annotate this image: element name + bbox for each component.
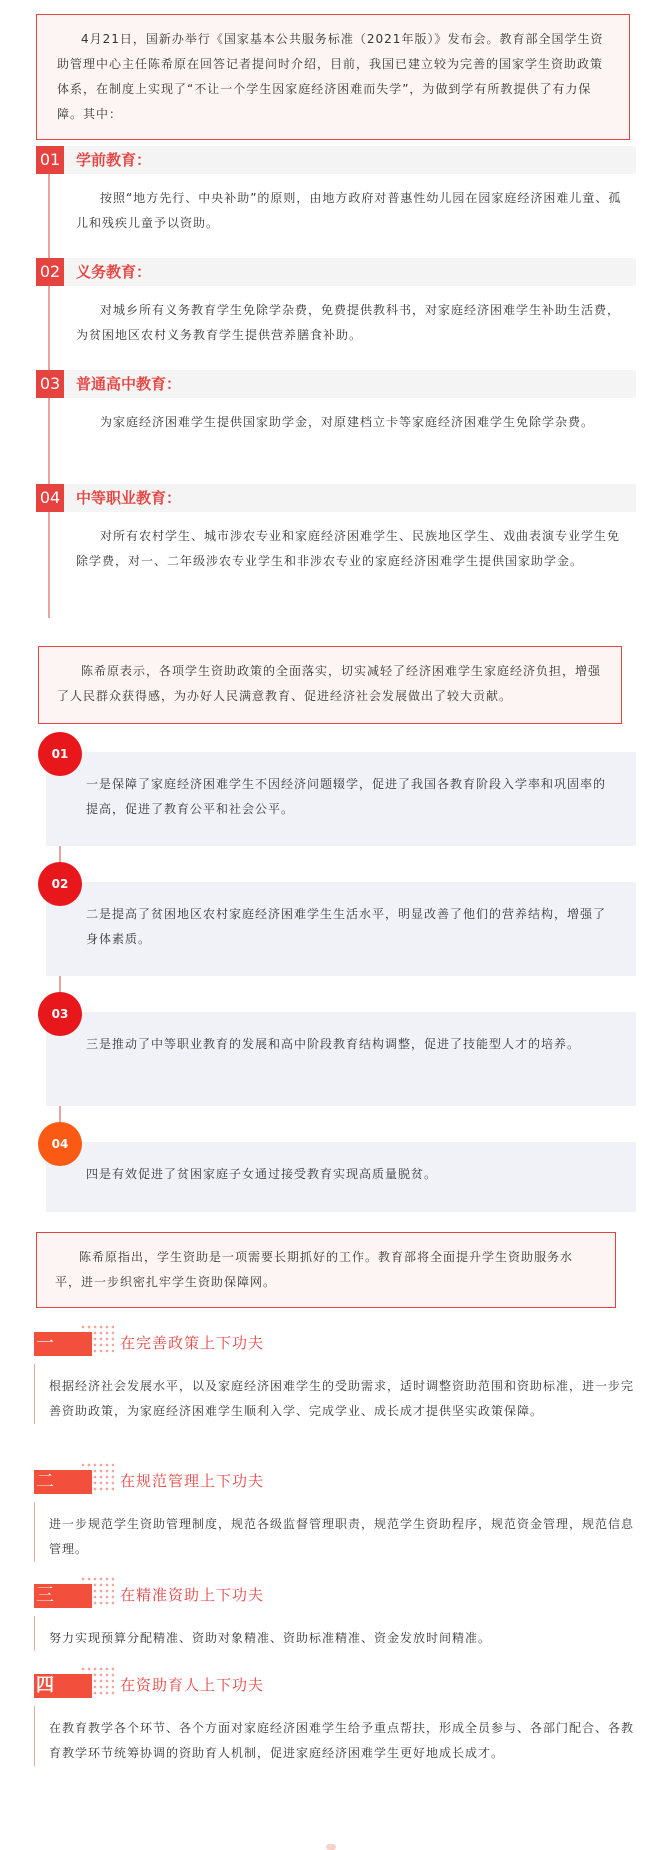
stage-text: 对城乡所有义务教育学生免除学杂费，免费提供教科书，对家庭经济困难学生补助生活费，为贫困地区农村义务教育学生提供营养膳食补助。 [76,303,621,342]
stage-number: 02 [36,258,64,286]
effect-number-badge: 04 [38,1122,82,1166]
bottom-decoration [326,1844,336,1850]
effect-text: 四是有效促进了贫困家庭子女通过接受教育实现高质量脱贫。 [86,1167,438,1181]
effect-card [46,1012,636,1106]
stage-item [36,370,636,435]
stage-header [36,146,636,174]
effect-card [46,1142,636,1212]
effect-item [36,732,636,846]
effect-item [36,1122,636,1212]
effort-body [34,1616,634,1651]
effort-text: 进一步规范学生资助管理制度，规范各级监督管理职责，规范学生资助程序，规范资金管理，规范信息管理。 [49,1517,635,1556]
effect-card [46,882,636,976]
effort-item [34,1324,634,1456]
effect-number-badge: 02 [38,862,82,906]
intro-box [36,14,630,140]
effect-text: 三是推动了中等职业教育的发展和高中阶段教育结构调整，促进了技能型人才的培养。 [86,1037,581,1051]
stage-item [36,484,636,574]
effect-item [36,862,636,976]
effort-title: 在精准资助上下功夫 [120,1586,265,1604]
effort-item [34,1666,634,1816]
stage-text: 为家庭经济困难学生提供国家助学金，对原建档立卡等家庭经济困难学生免除学杂费。 [100,415,595,429]
effort-body [34,1502,634,1562]
effort-item [34,1576,634,1654]
effect-number-badge: 01 [38,732,82,776]
effort-body [34,1364,634,1424]
stage-item [36,146,636,236]
summary-text: 陈希原表示，各项学生资助政策的全面落实，切实减轻了经济困难学生家庭经济负担，增强了人民群众获得感，为办好人民满意教育、促进经济社会发展做出了较大贡献。 [57,664,602,703]
stage-header [36,258,636,286]
effect-number-badge: 03 [38,992,82,1036]
stage-number: 01 [36,146,64,174]
intro-text: 4月21日，国新办举行《国家基本公共服务标准（2021年版）》发布会。教育部全国学生资助管理中心主任陈希原在回答记者提问时介绍，目前，我国已建立较为完善的国家学生资助政策体系，在制度上实现了“不让一个学生因家庭经济困难而失学”，为做到学有所教提供了有力保障。其中： [57,32,604,121]
effort-number: 二 [34,1470,92,1494]
effort-item [34,1462,634,1562]
effort-number: 四 [34,1674,92,1698]
stage-title: 学前教育： [76,151,152,169]
effort-number: 三 [34,1584,92,1608]
stage-item [36,258,636,348]
effort-title: 在规范管理上下功夫 [120,1472,265,1490]
effort-number: 一 [34,1332,92,1356]
effect-card [46,752,636,846]
summary-box [38,646,622,724]
stage-title: 义务教育： [76,263,152,281]
plan-text: 陈希原指出，学生资助是一项需要长期抓好的工作。教育部将全面提升学生资助服务水平，进一步织密扎牢学生资助保障网。 [55,1250,574,1289]
stage-header [36,484,636,512]
stage-number: 04 [36,484,64,512]
effort-title: 在完善政策上下功夫 [120,1334,265,1352]
stage-number: 03 [36,370,64,398]
effort-text: 根据经济社会发展水平，以及家庭经济困难学生的受助需求，适时调整资助范围和资助标准，进一步完善资助政策，为家庭经济困难学生顺利入学、完成学业、成长成才提供坚实政策保障。 [49,1379,635,1418]
stage-text: 按照“地方先行、中央补助”的原则，由地方政府对普惠性幼儿园在园家庭经济困难儿童、孤儿和残疾儿童予以资助。 [76,191,622,230]
plan-box [36,1232,616,1308]
effort-text: 努力实现预算分配精准、资助对象精准、资助标准精准、资金发放时间精准。 [49,1631,492,1645]
effect-text: 二是提高了贫困地区农村家庭经济困难学生生活水平，明显改善了他们的营养结构，增强了身体素质。 [86,907,607,946]
effort-title: 在资助育人上下功夫 [120,1676,265,1694]
stage-title: 普通高中教育： [76,375,182,393]
stage-text: 对所有农村学生、城市涉农专业和家庭经济困难学生、民族地区学生、戏曲表演专业学生免除学费，对一、二年级涉农专业学生和非涉农专业的家庭经济困难学生提供国家助学金。 [76,529,621,568]
stage-title: 中等职业教育： [76,489,182,507]
stage-header [36,370,636,398]
effect-item [36,992,636,1106]
effect-text: 一是保障了家庭经济困难学生不因经济问题辍学，促进了我国各教育阶段入学率和巩固率的提高，促进了教育公平和社会公平。 [86,777,607,816]
effort-text: 在教育教学各个环节、各个方面对家庭经济困难学生给予重点帮扶，形成全员参与、各部门配合、各教育教学环节统筹协调的资助育人机制，促进家庭经济困难学生更好地成长成才。 [49,1721,635,1760]
effort-body [34,1706,634,1766]
